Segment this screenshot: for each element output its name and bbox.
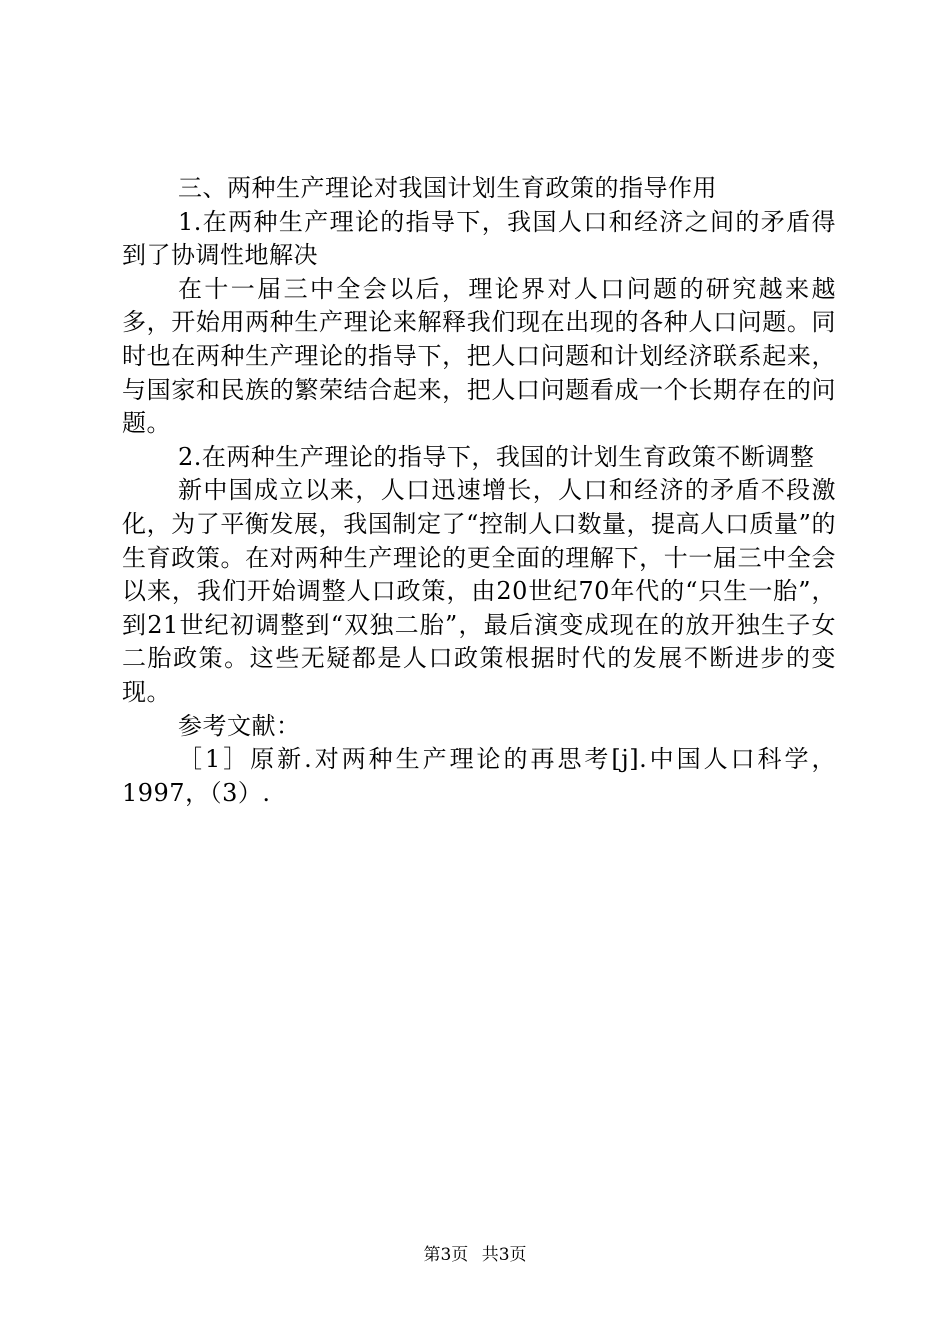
- document-body: [122, 172, 836, 810]
- subsection-2-title: 2.在两种生产理论的指导下，我国的计划生育政策不断调整: [178, 442, 815, 471]
- subsection-1-body: 在十一届三中全会以后，理论界对人口问题的研究越来越多，开始用两种生产理论来解释我们现在出现的各种人口问题。同时也在两种生产理论的指导下，把人口问题和计划经济联系起来，与国家和民族的繁荣结合起来，把人口问题看成一个长期存在的问题。: [122, 274, 836, 438]
- section-heading: 三、两种生产理论对我国计划生育政策的指导作用: [178, 174, 717, 202]
- subsection-2-body: 新中国成立以来，人口迅速增长，人口和经济的矛盾不段激化，为了平衡发展，我国制定了“控制人口数量，提高人口质量”的生育政策。在对两种生产理论的更全面的理解下，十一届三中全会以来，我们开始调整人口政策，由20世纪70年代的“只生一胎”，到21世纪初调整到“双独二胎”，最后演变成现在的放开独生子女二胎政策。这些无疑都是人口政策根据时代的发展不断进步的变现。: [122, 476, 836, 706]
- page-total: 共3页: [481, 1245, 527, 1265]
- references-label: 参考文献：: [178, 711, 301, 740]
- subsection-1-title: 1.在两种生产理论的指导下，我国人口和经济之间的矛盾得到了协调性地解决: [122, 207, 836, 270]
- page-footer: [0, 1243, 950, 1267]
- reference-item: ［1］原新.对两种生产理论的再思考[j].中国人口科学，1997，（3）.: [122, 745, 836, 807]
- page-number: 第3页: [423, 1245, 469, 1265]
